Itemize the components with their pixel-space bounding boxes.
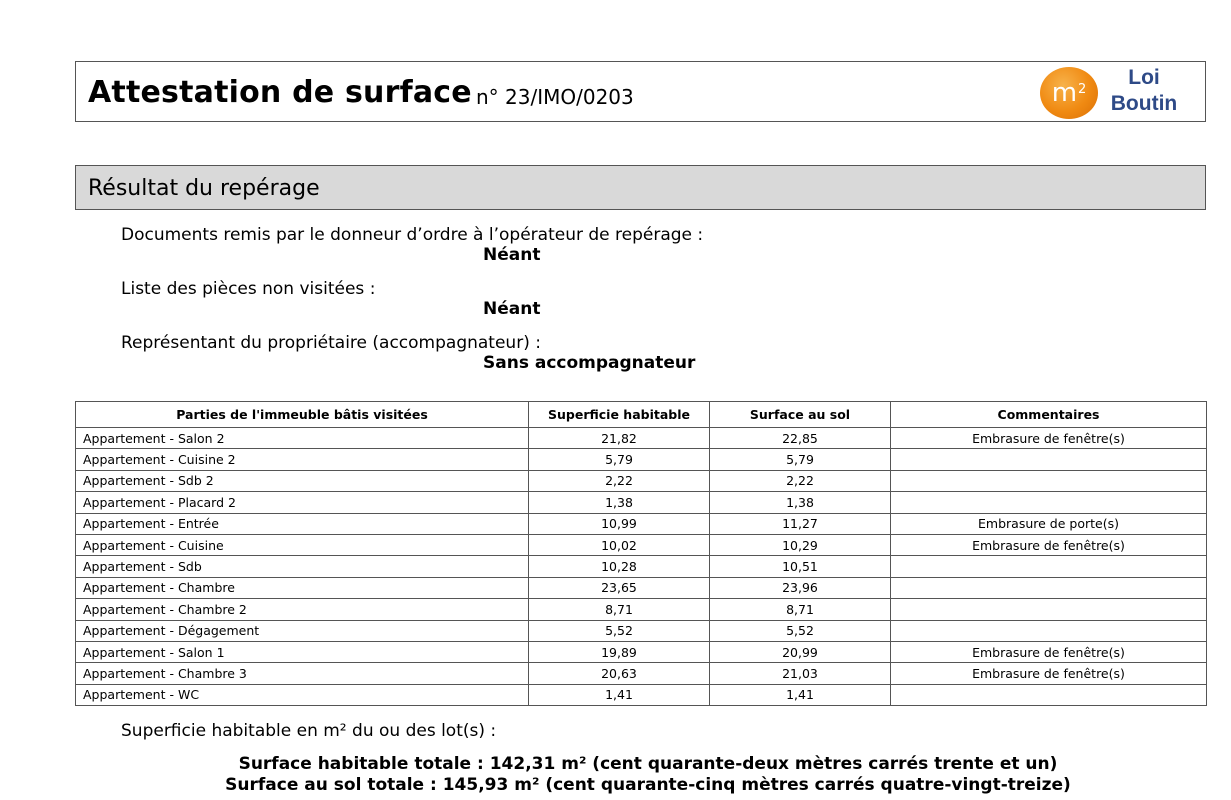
table-row [76,641,1207,662]
logo-line-1: Loi [1128,66,1160,89]
header-part: Parties de l'immeuble bâtis visitées [76,402,529,428]
cell-part: Appartement - Sdb [76,556,529,577]
header-comments: Commentaires [891,402,1207,428]
cell-part: Appartement - Sdb 2 [76,470,529,491]
cell-comment [891,684,1207,705]
cell-habitable: 10,02 [529,534,710,555]
cell-comment [891,599,1207,620]
table-row [76,577,1207,598]
cell-habitable: 20,63 [529,663,710,684]
cell-floor: 1,41 [710,684,891,705]
lot-label: Superficie habitable en m² du ou des lot(s) : [121,721,497,741]
table-row [76,513,1207,534]
cell-part: Appartement - Chambre [76,577,529,598]
document-number: n° 23/IMO/0203 [476,85,634,109]
cell-part: Appartement - Salon 1 [76,641,529,662]
cell-habitable: 21,82 [529,428,710,449]
cell-floor: 2,22 [710,470,891,491]
documents-label: Documents remis par le donneur d’ordre à l’opérateur de repérage : [121,225,704,245]
cell-comment: Embrasure de fenêtre(s) [891,663,1207,684]
table-row [76,534,1207,555]
cell-comment: Embrasure de fenêtre(s) [891,428,1207,449]
non-visited-value: Néant [483,299,541,319]
cell-comment [891,449,1207,470]
habitable-total: Surface habitable totale : 142,31 m² (cent quarante-deux mètres carrés trente et un) [238,754,1058,774]
representative-label: Représentant du propriétaire (accompagnateur) : [121,333,541,353]
cell-floor: 10,51 [710,556,891,577]
cell-floor: 5,79 [710,449,891,470]
cell-part: Appartement - Dégagement [76,620,529,641]
cell-part: Appartement - Chambre 3 [76,663,529,684]
table-row [76,449,1207,470]
table-row [76,556,1207,577]
cell-floor: 10,29 [710,534,891,555]
cell-habitable: 5,52 [529,620,710,641]
cell-comment: Embrasure de fenêtre(s) [891,641,1207,662]
cell-comment [891,492,1207,513]
representative-value: Sans accompagnateur [483,353,696,373]
logo-text [1104,65,1184,117]
cell-habitable: 2,22 [529,470,710,491]
table-row [76,599,1207,620]
non-visited-label: Liste des pièces non visitées : [121,279,376,299]
cell-part: Appartement - WC [76,684,529,705]
cell-floor: 21,03 [710,663,891,684]
m2-logo-icon [1040,67,1098,119]
document-header [75,61,1206,122]
cell-part: Appartement - Placard 2 [76,492,529,513]
surface-table [75,401,1207,706]
cell-habitable: 10,99 [529,513,710,534]
section-title: Résultat du repérage [88,176,320,201]
cell-habitable: 5,79 [529,449,710,470]
document-title: Attestation de surface [88,75,472,110]
cell-comment [891,470,1207,491]
cell-floor: 8,71 [710,599,891,620]
table-header-row [76,402,1207,428]
cell-comment: Embrasure de porte(s) [891,513,1207,534]
cell-part: Appartement - Chambre 2 [76,599,529,620]
documents-value: Néant [483,245,541,265]
cell-comment [891,577,1207,598]
cell-habitable: 1,38 [529,492,710,513]
cell-comment: Embrasure de fenêtre(s) [891,534,1207,555]
cell-part: Appartement - Cuisine [76,534,529,555]
cell-part: Appartement - Salon 2 [76,428,529,449]
cell-floor: 22,85 [710,428,891,449]
table-row [76,428,1207,449]
cell-habitable: 1,41 [529,684,710,705]
cell-habitable: 23,65 [529,577,710,598]
table-row [76,470,1207,491]
table-row [76,684,1207,705]
logo-superscript: 2 [1078,81,1087,97]
cell-comment [891,556,1207,577]
cell-floor: 20,99 [710,641,891,662]
table-row [76,492,1207,513]
cell-comment [891,620,1207,641]
logo-line-2: Boutin [1110,92,1178,115]
cell-floor: 5,52 [710,620,891,641]
cell-floor: 23,96 [710,577,891,598]
cell-habitable: 8,71 [529,599,710,620]
header-floor: Surface au sol [710,402,891,428]
cell-part: Appartement - Cuisine 2 [76,449,529,470]
table-row [76,620,1207,641]
floor-total: Surface au sol totale : 145,93 m² (cent quarante-cinq mètres carrés quatre-vingt-treize) [225,775,1071,795]
section-header [75,165,1206,210]
cell-floor: 1,38 [710,492,891,513]
cell-floor: 11,27 [710,513,891,534]
cell-habitable: 10,28 [529,556,710,577]
cell-part: Appartement - Entrée [76,513,529,534]
cell-habitable: 19,89 [529,641,710,662]
logo-symbol: m [1051,78,1078,108]
header-habitable: Superficie habitable [529,402,710,428]
table-row [76,663,1207,684]
